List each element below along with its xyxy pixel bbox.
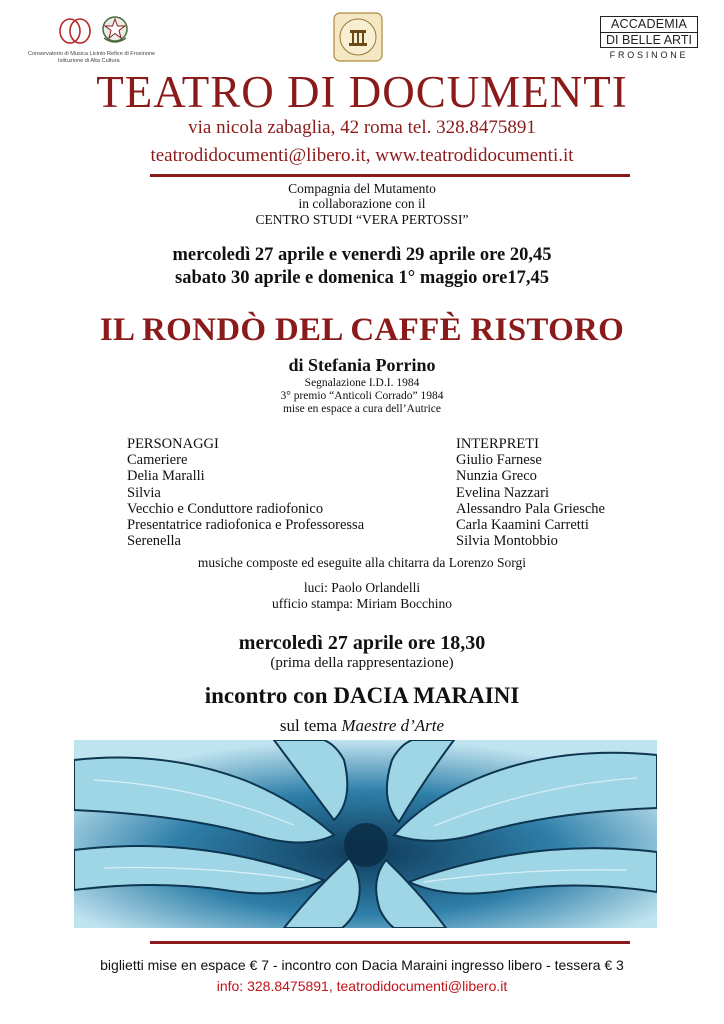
meeting-theme [0,716,724,736]
contact-info: info: 328.8475891, teatrodidocumenti@libero.it [216,978,508,994]
show-note-3: mise en espace a cura dell’Autrice [282,403,442,415]
page-title: TEATRO DI DOCUMENTI [96,67,628,117]
actors-column [456,436,605,549]
theatre-seal-icon [333,12,383,62]
header-divider [150,174,630,177]
character-name: Cameriere [127,452,188,469]
hands-artwork [74,740,657,928]
actor-name: Silvia Montobbio [456,533,558,550]
press-credit: ufficio stampa: Miriam Bocchino [271,596,453,611]
actor-name: Giulio Farnese [456,452,542,469]
characters-column [127,436,364,549]
character-name: Presentatrice radiofonica e Professoressa [127,517,365,534]
accademia-line2: DI BELLE ARTI [600,32,698,48]
conservatorio-caption: Conservatorio di Musica Licinio Refice di Frosinone [28,51,156,57]
character-name: Silvia [127,484,161,501]
accademia-logo [600,16,698,61]
actor-name: Alessandro Pala Griesche [456,500,605,517]
character-name: Serenella [127,533,181,550]
meeting-title: incontro con DACIA MARAINI [204,683,520,708]
music-credit: musiche composte ed eseguite alla chitarra da Lorenzo Sorgi [197,555,527,570]
theme-title: Maestre d’Arte [341,716,445,735]
accademia-line3: FROSINONE [609,50,689,60]
accademia-line1: ACCADEMIA [600,16,698,32]
show-note-1: Segnalazione I.D.I. 1984 [304,377,420,389]
show-title: IL RONDÒ DEL CAFFÈ RISTORO [99,312,625,348]
italian-emblem-icon [100,14,130,46]
event-note: (prima della rappresentazione) [270,655,454,671]
address-line: via nicola zabaglia, 42 roma tel. 328.8475891 [188,117,536,138]
tickets-info: biglietti mise en espace € 7 - incontro con Dacia Maraini ingresso libero - tessera € 3 [100,957,624,973]
conservatorio-subcaption: Istituzione di Alta Cultura [58,58,120,64]
character-name: Delia Maralli [127,468,205,485]
contacts-line: teatrodidocumenti@libero.it, www.teatrodidocumenti.it [150,145,574,166]
actor-name: Evelina Nazzari [456,484,549,501]
teatro-logo [333,12,383,62]
company-line-2: in collaborazione con il [298,196,426,211]
company-line-3: CENTRO STUDI “VERA PERTOSSI” [255,212,469,227]
rings-icon [58,16,92,46]
characters-header: PERSONAGGI [127,436,219,452]
actor-name: Carla Kaamini Carretti [456,517,589,534]
footer-divider [150,941,630,944]
conservatorio-logo [28,14,204,64]
lights-credit: luci: Paolo Orlandelli [303,580,421,595]
show-author: di Stefania Porrino [288,355,436,375]
character-name: Vecchio e Conduttore radiofonico [127,500,324,517]
actors-header: INTERPRETI [456,436,539,452]
dates-line-2: sabato 30 aprile e domenica 1° maggio ore17,45 [175,268,549,288]
dates-line-1: mercoledì 27 aprile e venerdì 29 aprile ore 20,45 [172,245,552,265]
event-date: mercoledì 27 aprile ore 18,30 [238,632,486,654]
show-notes [0,377,724,416]
theme-prefix: sul tema [279,716,342,735]
actor-name: Nunzia Greco [456,468,537,485]
staff-credits [0,580,724,612]
company-line-1: Compagnia del Mutamento [288,181,436,196]
show-note-2: 3° premio “Anticoli Corrado” 1984 [280,390,444,402]
